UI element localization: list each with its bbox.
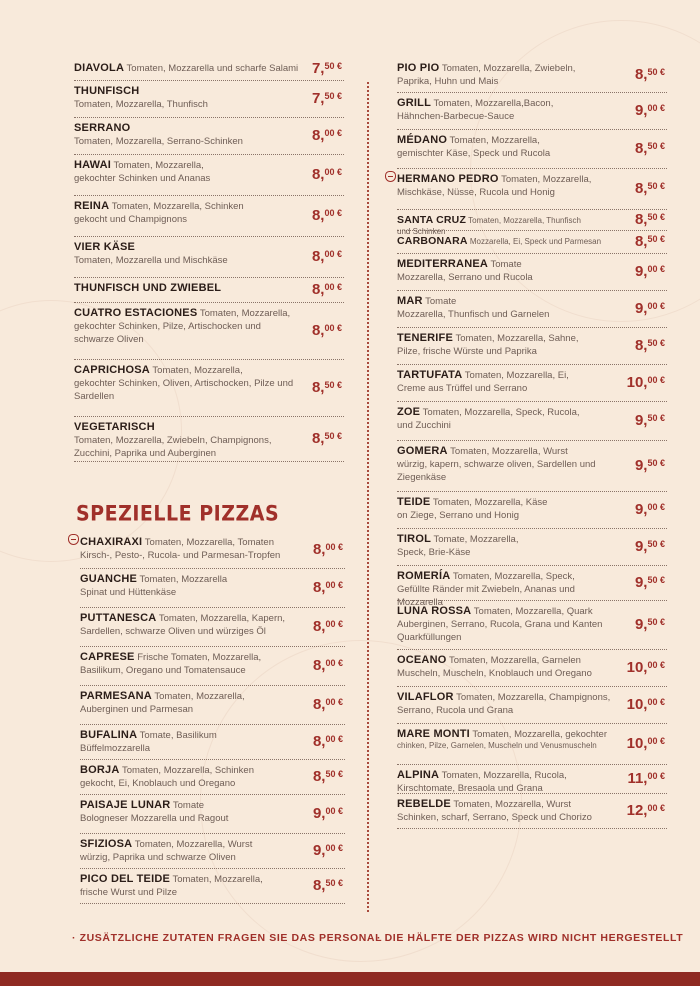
item-description: Speck, Brie-Käse — [397, 547, 471, 558]
menu-item — [397, 169, 667, 210]
item-description: Tomaten, Mozzarella, — [197, 308, 291, 319]
item-price — [312, 90, 342, 108]
menu-item — [74, 58, 344, 81]
menu-item — [80, 795, 345, 834]
item-price — [635, 211, 665, 229]
item-description: Mozzarella, Ei, Speck und Parmesan — [467, 237, 602, 246]
item-description: Mozzarella, Serrano und Rucola — [397, 272, 533, 283]
item-name: SANTA CRUZ — [397, 214, 467, 226]
menu-item — [74, 155, 344, 196]
price-main: 12, — [626, 802, 648, 819]
price-cents: 00 € — [325, 806, 343, 816]
item-price — [627, 374, 665, 392]
house-special-icon — [68, 534, 79, 545]
menu-item — [74, 81, 344, 118]
item-name: VILAFLOR — [397, 691, 454, 703]
menu-item — [74, 360, 344, 417]
item-price — [627, 659, 665, 677]
price-cents: 50 € — [324, 61, 342, 71]
price-main: 9, — [634, 616, 648, 633]
footer-bar — [0, 972, 700, 986]
price-main: 8, — [312, 618, 326, 635]
price-cents: 00 € — [647, 375, 665, 385]
price-main: 8, — [312, 768, 326, 785]
price-cents: 00 € — [647, 697, 665, 707]
item-description: und Schinken — [397, 227, 446, 236]
item-description: Schinken, scharf, Serrano, Speck und Chorizo — [397, 812, 592, 823]
item-price — [635, 574, 665, 592]
item-name: ROMERÍA — [397, 570, 451, 582]
item-description: Hähnchen-Barbecue-Sauce — [397, 111, 515, 122]
price-cents: 00 € — [647, 301, 665, 311]
item-description: Sardellen, schwarze Oliven und würziges Öl — [80, 626, 266, 637]
price-cents: 50 € — [647, 458, 665, 468]
item-description: Tomaten, Mozzarella, Wurst — [132, 839, 253, 850]
item-description: gekochter Schinken und Ananas — [74, 173, 211, 184]
price-cents: 50 € — [647, 234, 665, 244]
item-description: Pilze, frische Würste und Paprika — [397, 346, 537, 357]
item-description: Tomaten, Mozzarella, Tomaten — [142, 537, 274, 548]
item-name: MAR — [397, 295, 423, 307]
item-name: GOMERA — [397, 445, 448, 457]
pizza-list-right — [397, 58, 667, 829]
price-cents: 50 € — [324, 431, 342, 441]
item-name: SFIZIOSA — [80, 838, 133, 850]
menu-item — [80, 647, 345, 686]
item-name: HAWAI — [74, 159, 112, 171]
pizza-list-left — [74, 58, 344, 462]
menu-item — [397, 93, 667, 130]
item-price — [313, 842, 343, 860]
price-cents: 00 € — [325, 843, 343, 853]
item-description: Tomaten, Mozzarella, Wurst — [450, 799, 571, 810]
item-description: Creme aus Trüffel und Serrano — [397, 383, 528, 394]
price-main: 9, — [634, 412, 648, 429]
price-cents: 50 € — [647, 181, 665, 191]
item-description: Tomaten, Mozzarella, Wurst — [447, 446, 568, 457]
item-description: Tomaten, Mozzarella, Kapern, — [156, 613, 286, 624]
price-main: 8, — [312, 657, 326, 674]
price-cents: 00 € — [325, 734, 343, 744]
item-description: Tomaten, Mozzarella, Thunfisch — [466, 216, 581, 225]
price-cents: 50 € — [325, 878, 343, 888]
price-main: 8, — [634, 233, 648, 250]
item-description: Tomaten, Mozzarella, Serrano-Schinken — [74, 136, 243, 147]
item-price — [313, 657, 343, 675]
price-main: 8, — [311, 127, 325, 144]
menu-item — [80, 869, 345, 904]
menu-item — [80, 608, 345, 647]
item-description: Auberginen und Parmesan — [80, 704, 194, 715]
item-name: THUNFISCH — [74, 85, 140, 97]
menu-item — [397, 130, 667, 169]
item-name: CUATRO ESTACIONES — [74, 307, 198, 319]
price-main: 9, — [634, 574, 648, 591]
item-description: Tomaten, Mozzarella, Champignons, — [453, 692, 611, 703]
item-description: würzig, kapern, schwarze oliven, Sardellen und Ziegenkäse — [397, 459, 596, 483]
menu-item — [397, 365, 667, 402]
price-cents: 50 € — [647, 141, 665, 151]
price-cents: 00 € — [647, 103, 665, 113]
item-price — [635, 501, 665, 519]
item-price — [313, 733, 343, 751]
item-price — [312, 281, 342, 299]
price-cents: 00 € — [324, 323, 342, 333]
column-divider — [367, 82, 369, 912]
menu-item — [80, 569, 345, 608]
item-description: Tomate — [170, 800, 205, 811]
item-description: Büffelmozzarella — [80, 743, 151, 754]
price-cents: 00 € — [324, 208, 342, 218]
item-description: Tomaten, Mozzarella, Schinken — [119, 765, 254, 776]
item-name: PUTTANESCA — [80, 612, 157, 624]
item-name: REINA — [74, 200, 110, 212]
item-price — [313, 805, 343, 823]
item-price — [312, 430, 342, 448]
menu-item — [397, 328, 667, 365]
price-main: 9, — [634, 263, 648, 280]
item-description: Tomate, Basilikum — [137, 730, 217, 741]
menu-item — [397, 687, 667, 724]
menu-item — [397, 210, 667, 236]
item-price — [635, 180, 665, 198]
item-price — [312, 248, 342, 266]
price-cents: 00 € — [324, 282, 342, 292]
price-main: 9, — [634, 300, 648, 317]
menu-item — [397, 402, 667, 441]
item-description: würzig, Paprika und schwarze Oliven — [80, 852, 236, 863]
item-description: Mozzarella, Thunfisch und Garnelen — [397, 309, 550, 320]
price-cents: 50 € — [324, 91, 342, 101]
price-cents: 00 € — [324, 167, 342, 177]
menu-item — [397, 566, 667, 608]
price-cents: 00 € — [325, 697, 343, 707]
item-description: gemischter Käse, Speck und Rucola — [397, 148, 551, 159]
item-price — [635, 457, 665, 475]
item-description: Tomaten, Mozzarella, Schinken — [109, 201, 244, 212]
price-main: 8, — [311, 322, 325, 339]
item-name: MÉDANO — [397, 134, 448, 146]
price-main: 9, — [634, 501, 648, 518]
item-description: Mischkäse, Nüsse, Rucola und Honig — [397, 187, 555, 198]
item-price — [313, 696, 343, 714]
menu-item — [397, 765, 667, 794]
menu-item — [74, 303, 344, 360]
item-price — [312, 207, 342, 225]
price-main: 8, — [634, 337, 648, 354]
item-description: Tomaten, Mozzarella, Garnelen — [446, 655, 581, 666]
item-price — [635, 616, 665, 634]
price-cents: 00 € — [647, 264, 665, 274]
item-description: Tomaten, Mozzarella, Zwiebeln, — [439, 63, 576, 74]
house-special-icon — [385, 171, 396, 182]
item-description: Tomate, Mozzarella, — [431, 534, 519, 545]
item-name: GRILL — [397, 97, 431, 109]
menu-item — [74, 118, 344, 155]
price-main: 8, — [634, 66, 648, 83]
price-main: 10, — [626, 696, 648, 713]
item-price — [635, 102, 665, 120]
item-name: LUNA ROSSA — [397, 605, 472, 617]
price-cents: 00 € — [325, 542, 343, 552]
price-cents: 00 € — [647, 502, 665, 512]
item-description: Tomaten, Mozzarella und Mischkäse — [74, 255, 228, 266]
item-description: Tomaten, Mozzarella, Sahne, — [453, 333, 579, 344]
price-main: 7, — [311, 90, 325, 107]
item-price — [627, 802, 665, 820]
item-description: Frische Tomaten, Mozzarella, — [134, 652, 262, 663]
menu-item — [397, 650, 667, 687]
item-name: CAPRICHOSA — [74, 364, 150, 376]
item-name: ZOE — [397, 406, 421, 418]
menu-item — [74, 417, 344, 462]
price-cents: 50 € — [647, 539, 665, 549]
item-price — [635, 263, 665, 281]
price-main: 9, — [634, 538, 648, 555]
item-price — [635, 140, 665, 158]
item-name: BORJA — [80, 764, 120, 776]
item-description: Auberginen, Serrano, Rucola, Grana und Kanten Quarkfüllungen — [397, 619, 603, 643]
item-name: CAPRESE — [80, 651, 135, 663]
item-description: Basilikum, Oregano und Tomatensauce — [80, 665, 246, 676]
item-name: MARE MONTI — [397, 728, 470, 740]
item-description: on Ziege, Serrano und Honig — [397, 510, 519, 521]
item-name: HERMANO PEDRO — [397, 173, 499, 185]
menu-item — [397, 724, 667, 765]
item-description: Tomaten, Mozzarella, Zwiebeln, Champignons, Zucchini, Paprika und Auberginen — [74, 435, 272, 459]
item-description: Serrano, Rucola und Grana — [397, 705, 514, 716]
price-main: 8, — [311, 281, 325, 298]
item-price — [627, 735, 665, 753]
price-main: 8, — [311, 166, 325, 183]
menu-item — [397, 58, 667, 93]
price-main: 9, — [634, 457, 648, 474]
menu-item — [397, 254, 667, 291]
item-description: frische Wurst und Pilze — [80, 887, 177, 898]
price-cents: 00 € — [325, 619, 343, 629]
item-description: Spinat und Hüttenkäse — [80, 587, 177, 598]
price-cents: 00 € — [324, 249, 342, 259]
item-price — [313, 541, 343, 559]
price-cents: 50 € — [647, 575, 665, 585]
item-price — [313, 877, 343, 895]
price-main: 8, — [634, 140, 648, 157]
item-name: PIO PIO — [397, 62, 440, 74]
item-description: chinken, Pilze, Garnelen, Muscheln und Venusmuscheln — [397, 741, 597, 750]
price-main: 8, — [311, 248, 325, 265]
price-main: 8, — [634, 180, 648, 197]
price-main: 8, — [312, 733, 326, 750]
item-description: und Zucchini — [397, 420, 451, 431]
price-main: 8, — [311, 207, 325, 224]
menu-item — [80, 725, 345, 760]
item-description: Tomate — [488, 259, 522, 270]
price-main: 9, — [312, 842, 326, 859]
item-description: Tomaten, Mozzarella, Quark — [471, 606, 593, 617]
item-name: CHAXIRAXI — [80, 536, 143, 548]
item-name: PARMESANA — [80, 690, 152, 702]
item-description: Tomaten, Mozzarella, — [170, 874, 263, 885]
item-description: Tomaten, Mozzarella, Speck, — [450, 571, 575, 582]
price-main: 11, — [627, 770, 648, 787]
price-main: 7, — [311, 60, 325, 77]
item-name: TIROL — [397, 533, 431, 545]
price-main: 8, — [312, 696, 326, 713]
item-description: Tomaten, Mozzarella, gekochter — [469, 729, 608, 740]
item-name: THUNFISCH UND ZWIEBEL — [74, 282, 222, 294]
item-name: TEIDE — [397, 496, 431, 508]
menu-item — [397, 601, 667, 650]
item-description: gekocht, Ei, Knoblauch und Oregano — [80, 778, 236, 789]
item-price — [635, 233, 665, 251]
item-price — [312, 166, 342, 184]
menu-item — [74, 278, 344, 303]
price-main: 9, — [634, 102, 648, 119]
item-price — [627, 696, 665, 714]
item-price — [635, 412, 665, 430]
item-price — [635, 300, 665, 318]
price-main: 10, — [626, 735, 648, 752]
menu-item — [397, 231, 667, 254]
price-main: 8, — [311, 430, 325, 447]
item-price — [635, 66, 665, 84]
menu-item — [80, 760, 345, 795]
price-cents: 50 € — [647, 413, 665, 423]
item-description: gekochter Schinken, Oliven, Artischocken, Pilze und Sardellen — [74, 378, 294, 402]
item-name: DIAVOLA — [74, 62, 125, 74]
item-description: Gefüllte Ränder mit Zwiebeln, Ananas und Mozzarella — [397, 584, 575, 608]
item-description: Tomaten, Mozzarella, Ei, — [462, 370, 569, 381]
menu-item — [80, 834, 345, 869]
item-name: PICO DEL TEIDE — [80, 873, 170, 885]
menu-item — [74, 237, 344, 278]
item-description: gekocht und Champignons — [74, 214, 188, 225]
item-description: Kirschtomate, Bresaola und Grana — [397, 783, 543, 794]
price-main: 8, — [312, 579, 326, 596]
price-main: 10, — [626, 374, 648, 391]
item-name: BUFALINA — [80, 729, 138, 741]
price-cents: 50 € — [647, 67, 665, 77]
price-cents: 00 € — [647, 803, 665, 813]
item-price — [635, 337, 665, 355]
item-description: Tomaten, Mozzarella, — [447, 135, 540, 146]
price-main: 9, — [312, 805, 326, 822]
item-description: Bologneser Mozzarella und Ragout — [80, 813, 229, 824]
item-price — [312, 127, 342, 145]
item-description: Tomaten, Mozzarella, Speck, Rucola, — [420, 407, 580, 418]
item-name: VEGETARISCH — [74, 421, 155, 433]
price-cents: 50 € — [324, 380, 342, 390]
item-price — [627, 770, 665, 788]
menu-item — [397, 529, 667, 566]
item-description: Tomaten, Mozzarella, — [151, 691, 245, 702]
item-description: Paprika, Huhn und Mais — [397, 76, 499, 87]
price-main: 8, — [634, 211, 648, 228]
special-pizza-list — [80, 532, 345, 904]
menu-item — [80, 686, 345, 725]
price-cents: 00 € — [647, 771, 665, 781]
menu-item — [397, 441, 667, 492]
item-description: Tomaten, Mozzarella, — [149, 365, 243, 376]
menu-item — [80, 532, 345, 569]
note-extra-ingredients: · ZUSÄTZLICHE ZUTATEN FRAGEN SIE DAS PERSONAL — [72, 932, 383, 944]
item-price — [313, 618, 343, 636]
item-price — [313, 768, 343, 786]
item-name: VIER KÄSE — [74, 241, 136, 253]
price-main: 8, — [312, 541, 326, 558]
item-description: Tomaten, Mozzarella, Thunfisch — [74, 99, 208, 110]
price-cents: 50 € — [647, 617, 665, 627]
section-title: SPEZIELLE PIZZAS — [76, 501, 280, 527]
menu-item — [74, 196, 344, 237]
price-cents: 00 € — [325, 580, 343, 590]
item-price — [312, 60, 342, 78]
price-cents: 50 € — [647, 338, 665, 348]
item-name: MEDITERRANEA — [397, 258, 489, 270]
menu-item — [397, 291, 667, 328]
item-description: Tomaten, Mozzarella — [137, 574, 228, 585]
price-main: 10, — [626, 659, 648, 676]
item-price — [313, 579, 343, 597]
item-price — [312, 379, 342, 397]
item-name: GUANCHE — [80, 573, 138, 585]
item-price — [635, 538, 665, 556]
item-description: Tomaten, Mozzarella,Bacon, — [431, 98, 554, 109]
price-cents: 00 € — [647, 660, 665, 670]
item-name: REBELDE — [397, 798, 451, 810]
item-description: Tomate — [422, 296, 457, 307]
price-cents: 50 € — [325, 769, 343, 779]
item-description: Tomaten, Mozzarella, Käse — [430, 497, 548, 508]
item-name: TARTUFATA — [397, 369, 463, 381]
item-name: OCEANO — [397, 654, 447, 666]
menu-item — [397, 492, 667, 529]
price-cents: 00 € — [325, 658, 343, 668]
item-description: Tomaten, Mozzarella, — [498, 174, 592, 185]
item-description: Muscheln, Muscheln, Knoblauch und Oregano — [397, 668, 592, 679]
item-description: Tomaten, Mozzarella, — [111, 160, 204, 171]
item-price — [312, 322, 342, 340]
price-cents: 50 € — [647, 212, 665, 222]
price-main: 8, — [311, 379, 325, 396]
item-name: PAISAJE LUNAR — [80, 799, 171, 811]
item-name: SERRANO — [74, 122, 131, 134]
item-description: Tomaten, Mozzarella und scharfe Salami — [124, 63, 299, 74]
item-description: Kirsch-, Pesto-, Rucola- und Parmesan-Tropfen — [80, 550, 281, 561]
item-name: ALPINA — [397, 769, 440, 781]
item-description: gekochter Schinken, Pilze, Artischocken und schwarze Oliven — [74, 321, 261, 345]
price-cents: 00 € — [324, 128, 342, 138]
menu-item — [397, 794, 667, 829]
price-cents: 00 € — [647, 736, 665, 746]
price-main: 8, — [312, 877, 326, 894]
item-name: CARBONARA — [397, 235, 468, 247]
item-name: TENERIFE — [397, 332, 453, 344]
item-description: Tomaten, Mozzarella, Rucola, — [439, 770, 567, 781]
note-half-pizzas: · DIE HÄLFTE DER PIZZAS WIRD NICHT HERGESTELLT — [377, 932, 684, 944]
